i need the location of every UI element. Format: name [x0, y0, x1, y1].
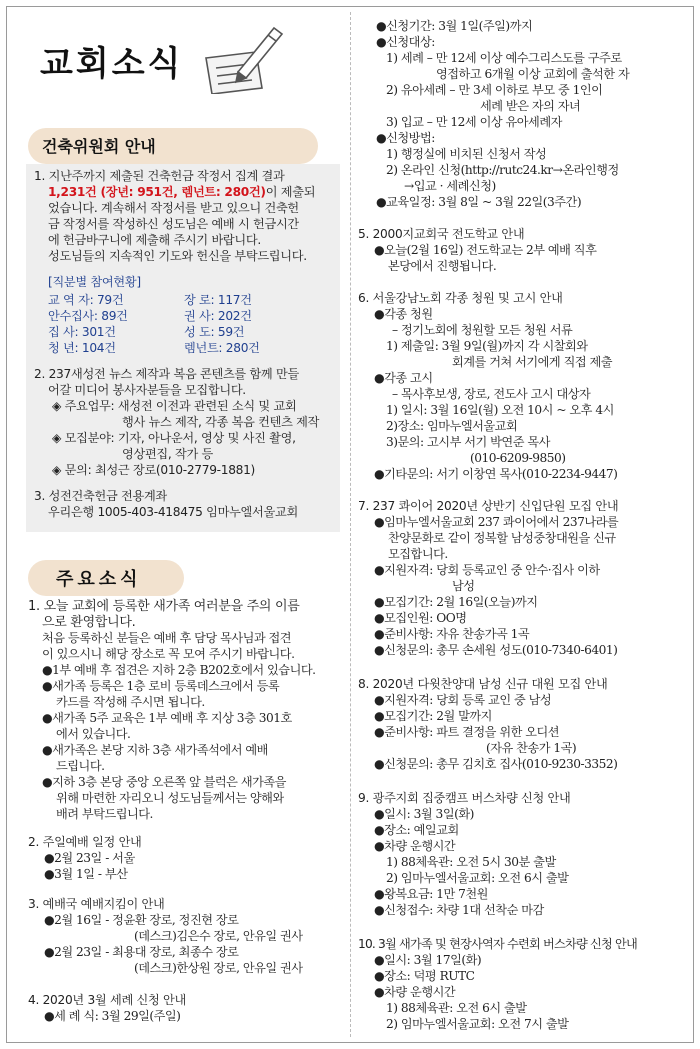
news-3-line: ●2월 23일 - 최용대 장로, 최종수 장로 [44, 945, 239, 959]
news-1-line: ●새가족은 본당 지하 3층 새가족석에서 예배 [42, 743, 268, 757]
news-5-line: 본당에서 진행됩니다. [388, 259, 497, 273]
tally-item: 청 년: 104건 [48, 341, 116, 355]
news-9-line: ●신청접수: 차량 1대 선착순 마감 [374, 903, 544, 917]
news-6-line: ●각종 고시 [374, 371, 433, 385]
building-item-1-line: 에 헌금바구니에 제출해 주시기 바랍니다. [48, 233, 261, 247]
news-10-line: 1) 88체육관: 오전 6시 출발 [386, 1001, 527, 1015]
main-news-title: 주요소식 [56, 569, 142, 590]
building-item-3-line: 우리은행 1005-403-418475 임마누엘서울교회 [48, 505, 298, 519]
tally-item: 성 도: 59건 [184, 325, 245, 339]
news-9-line: 1) 88체육관: 오전 5시 30분 출발 [386, 855, 556, 869]
building-item-1-line: 1,231건 (장년: 951건, 렘넌트: 280건)이 제출되 [48, 185, 316, 199]
news-6-line: 회계를 거쳐 서기에게 직접 제출 [452, 355, 613, 369]
news-3-line: 3. 예배국 예배지킴이 안내 [28, 897, 165, 911]
news-8-line: ●지원자격: 당회 등록 교인 중 남성 [374, 693, 552, 707]
page-title: 교회소식 [40, 44, 184, 84]
news-6-line: 6. 서울강남노회 각종 청원 및 고시 안내 [358, 291, 563, 305]
baptism-detail-line: →입교 · 세례신청) [404, 179, 496, 193]
news-6-line: – 목사후보생, 장로, 전도사 고시 대상자 [392, 387, 591, 401]
news-6-line: – 정기노회에 청원할 모든 청원 서류 [392, 323, 573, 337]
baptism-detail-line: 세례 받은 자의 자녀 [480, 99, 581, 113]
baptism-detail-line: ●신청방법: [376, 131, 435, 145]
news-5-line: 5. 2000지교회국 전도학교 안내 [358, 227, 525, 241]
news-1-line: ●새가족 5주 교육은 1부 예배 후 지상 3층 301호 [42, 711, 292, 725]
pledge-count: 1,231건 (장년: 951건, 렘넌트: 280건) [48, 185, 266, 199]
news-1-line: 으로 환영합니다. [42, 615, 136, 630]
baptism-detail-line: ●교육일정: 3월 8일 ~ 3월 22일(3주간) [376, 195, 582, 209]
news-2-line: 2. 주일예배 일정 안내 [28, 835, 142, 849]
news-4-line: 4. 2020년 3월 세례 신청 안내 [28, 993, 186, 1007]
news-9-line: ●왕복요금: 1만 7천원 [374, 887, 488, 901]
building-item-2-line: 영상편집, 작가 등 [122, 447, 214, 461]
building-item-2-line: ◈ 문의: 최성근 장로(010-2779-1881) [52, 463, 256, 477]
tally-item: 안수집사: 89건 [48, 309, 128, 323]
news-8-line: ●모집기간: 2월 말까지 [374, 709, 492, 723]
news-1-line: 드립니다. [56, 759, 105, 773]
news-8-line: ●신청문의: 총무 김치호 집사(010-9230-3352) [374, 757, 618, 771]
news-1-line: ●1부 예배 후 접견은 지하 2층 B202호에서 있습니다. [42, 663, 316, 677]
baptism-detail-line: 1) 세례 – 만 12세 이상 예수그리스도를 구주로 [386, 51, 622, 65]
news-3-line: (데스크)한상원 장로, 안유일 권사 [134, 961, 303, 975]
news-5-line: ●오늘(2월 16일) 전도학교는 2부 예배 직후 [374, 243, 597, 257]
news-10-line: ●차량 운행시간 [374, 985, 456, 999]
building-item-1-line: 1. 지난주까지 제출된 건축헌금 작정서 집계 결과 [34, 169, 285, 183]
news-3-line: (데스크)김은수 장로, 안유일 권사 [134, 929, 303, 943]
news-1-line: 1. 오늘 교회에 등록한 새가족 여러분을 주의 이름 [28, 599, 300, 614]
news-6-line: 1) 제출일: 3월 9일(월)까지 각 시찰회와 [386, 339, 588, 353]
news-1-line: 처음 등록하신 분들은 예배 후 담당 목사님과 접견 [42, 631, 292, 645]
news-10-line: 2) 임마누엘서울교회: 오전 7시 출발 [386, 1017, 569, 1031]
news-3-line: ●2월 16일 - 정윤환 장로, 정진현 장로 [44, 913, 239, 927]
baptism-detail-line: 1) 행정실에 비치된 신청서 작성 [386, 147, 547, 161]
news-10-line: 10. 3월 새가족 및 현장사역자 수련회 버스차량 신청 안내 [358, 937, 637, 951]
news-9-line: 2) 임마누엘서울교회: 오전 6시 출발 [386, 871, 569, 885]
news-7-line: ●지원자격: 당회 등록교인 중 안수·집사 이하 [374, 563, 600, 577]
news-10-line: ●일시: 3월 17일(화) [374, 953, 482, 967]
news-10-line: ●장소: 덕평 RUTC [374, 969, 475, 983]
news-9-line: 9. 광주지회 집중캠프 버스차량 신청 안내 [358, 791, 571, 805]
building-item-2-line: 행사 뉴스 제작, 각종 복음 컨텐츠 제작 [122, 415, 320, 429]
building-item-2-line: 2. 237새성전 뉴스 제작과 복음 콘텐츠를 함께 만들 [34, 367, 299, 381]
news-6-line: ●각종 청원 [374, 307, 433, 321]
news-8-line: (자유 찬송가 1곡) [486, 741, 577, 755]
news-7-line: ●신청문의: 총무 손세원 성도(010-7340-6401) [374, 643, 618, 657]
news-1-line: ●새가족 등록은 1층 로비 등록데스크에서 등록 [42, 679, 280, 693]
baptism-detail-line: ●신청대상: [376, 35, 435, 49]
news-7-line: 남성 [452, 579, 475, 593]
baptism-detail-line: 영접하고 6개월 이상 교회에 출석한 자 [436, 67, 630, 81]
tally-item: 교 역 자: 79건 [48, 293, 124, 307]
baptism-detail-line: 2) 유아세례 – 만 3세 이하로 부모 중 1인이 [386, 83, 603, 97]
news-7-line: ●임마누엘서울교회 237 콰이어에서 237나라를 [374, 515, 619, 529]
news-1-line: 이 있으시니 해당 장소로 꼭 모여 주시기 바랍니다. [42, 647, 295, 661]
news-6-line: ●기타문의: 서기 이창연 목사(010-2234-9447) [374, 467, 618, 481]
baptism-detail-line: 2) 온라인 신청(http://rutc24.kr→온라인행정 [386, 163, 619, 177]
news-6-line: (010-6209-9850) [470, 451, 566, 465]
main-news-header [28, 560, 184, 596]
building-item-1-line: 었습니다. 계속해서 작정서를 받고 있으니 건축헌 [48, 201, 299, 215]
building-item-2-line: ◈ 주요업무: 새성전 이전과 관련된 소식 및 교회 [52, 399, 297, 413]
news-7-line: ●준비사항: 자유 찬송가곡 1곡 [374, 627, 530, 641]
news-7-line: 모집합니다. [388, 547, 448, 561]
news-6-line: 3)문의: 고시부 서기 박연준 목사 [386, 435, 550, 449]
building-item-1-line: 성도님들의 지속적인 기도와 헌신을 부탁드립니다. [48, 249, 307, 263]
news-8-line: 8. 2020년 다윗찬양대 남성 신규 대원 모집 안내 [358, 677, 608, 691]
news-2-line: ●2월 23일 - 서울 [44, 851, 135, 865]
news-1-line: 카드를 작성해 주시면 됩니다. [56, 695, 205, 709]
news-4-line: ●세 례 식: 3월 29일(주일) [44, 1009, 181, 1023]
pen-notepad-icon [198, 22, 288, 94]
tally-item: 집 사: 301건 [48, 325, 116, 339]
news-9-line: ●장소: 예일교회 [374, 823, 459, 837]
tally-item: 장 로: 117건 [184, 293, 252, 307]
news-1-line: 배려 부탁드립니다. [56, 807, 153, 821]
news-7-line: 찬양문화로 같이 정복할 남성중창대원을 신규 [388, 531, 616, 545]
baptism-detail-line: ●신청기간: 3월 1일(주일)까지 [376, 19, 533, 33]
news-6-line: 1) 일시: 3월 16일(월) 오전 10시 ~ 오후 4시 [386, 403, 614, 417]
news-1-line: 에서 있습니다. [56, 727, 131, 741]
news-9-line: ●일시: 3월 3일(화) [374, 807, 474, 821]
news-9-line: ●차량 운행시간 [374, 839, 456, 853]
news-1-line: ●지하 3층 본당 중앙 오른쪽 앞 블럭은 새가족을 [42, 775, 286, 789]
news-8-line: ●준비사항: 파트 결정을 위한 오디션 [374, 725, 560, 739]
news-2-line: ●3월 1일 - 부산 [44, 867, 128, 881]
news-7-line: 7. 237 콰이어 2020년 상반기 신입단원 모집 안내 [358, 499, 619, 513]
news-7-line: ●모집인원: OO명 [374, 611, 467, 625]
news-1-line: 위해 마련한 자리오니 성도님들께서는 양해와 [56, 791, 284, 805]
building-item-1-line: 금 작정서를 작성하신 성도님은 예배 시 헌금시간 [48, 217, 299, 231]
building-item-2-line: ◈ 모집분야: 기자, 아나운서, 영상 및 사진 촬영, [52, 431, 296, 445]
column-divider [350, 12, 351, 1037]
tally-item: 렘넌트: 280건 [184, 341, 260, 355]
news-7-line: ●모집기간: 2월 16일(오늘)까지 [374, 595, 538, 609]
baptism-detail-line: 3) 입교 – 만 12세 이상 유아세례자 [386, 115, 562, 129]
building-item-2-line: 어갈 미디어 봉사자분들을 모집합니다. [48, 383, 246, 397]
news-6-line: 2)장소: 임마누엘서울교회 [386, 419, 518, 433]
tally-heading: [직분별 참여현황] [48, 275, 141, 289]
building-item-3-line: 3. 성전건축헌금 전용계좌 [34, 489, 167, 503]
tally-item: 권 사: 202건 [184, 309, 252, 323]
building-committee-title: 건축위원회 안내 [42, 137, 156, 156]
building-committee-header [28, 128, 318, 164]
